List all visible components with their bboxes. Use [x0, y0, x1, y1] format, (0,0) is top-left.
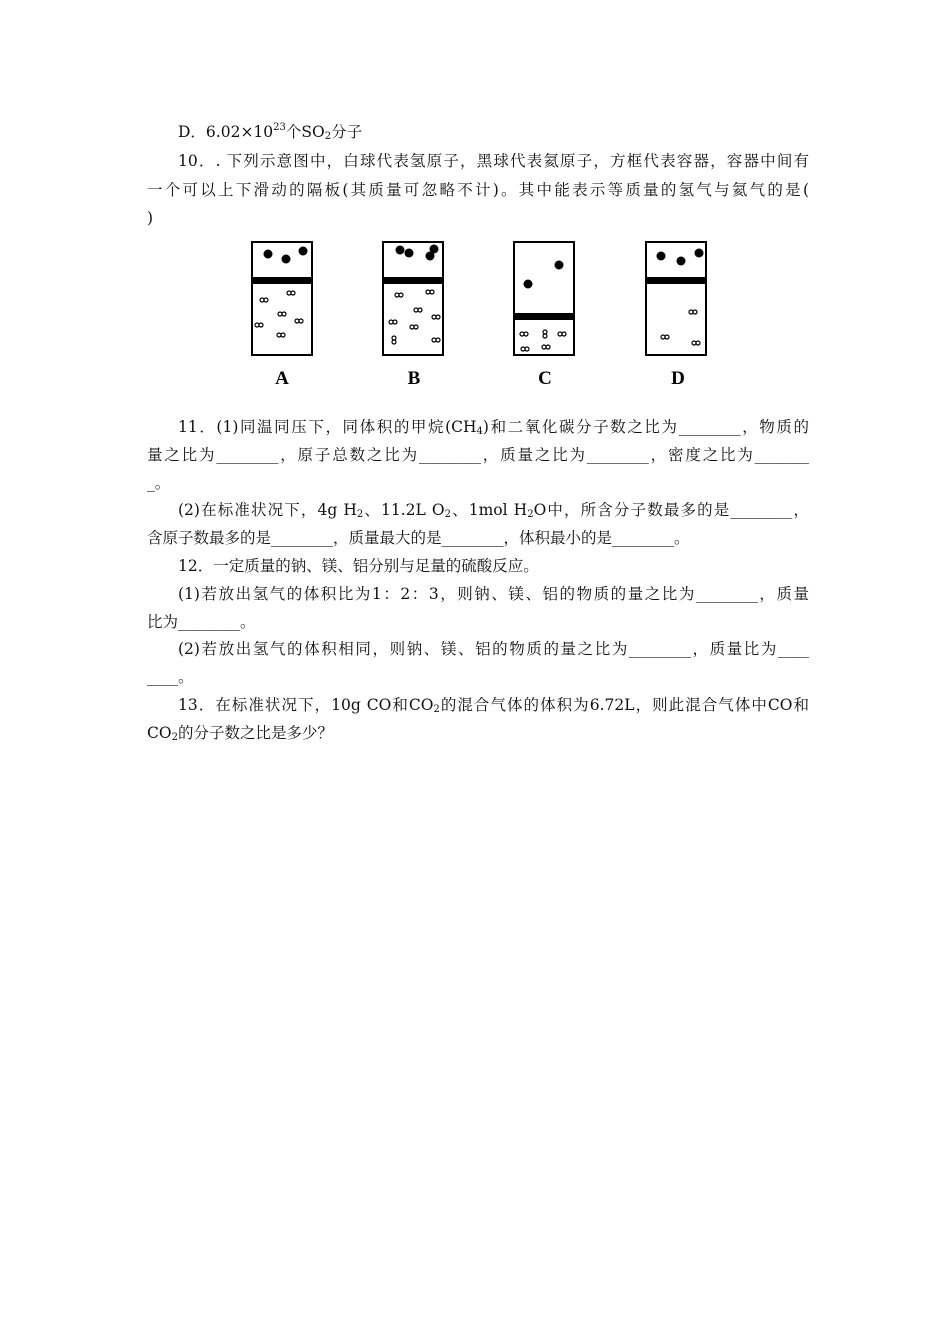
- container-diagram: [240, 236, 720, 391]
- hydrogen-molecule: [395, 293, 403, 297]
- label-d: D: [671, 368, 685, 389]
- helium-atom: [430, 245, 439, 254]
- hydrogen-molecule: [520, 332, 528, 336]
- helium-atom: [396, 246, 405, 255]
- q9-option-d: D．$6.02\times 10^{23}$个$SO_2$分子: [178, 122, 363, 142]
- helium-atom: [657, 252, 666, 261]
- hydrogen-molecule: [558, 332, 566, 336]
- container-c-partition: [514, 313, 574, 320]
- q11-part1-line-3: _。: [147, 474, 171, 492]
- q12-part1-line-2: 比为________。: [147, 613, 256, 631]
- container-c: [514, 242, 574, 355]
- hydrogen-molecule: [689, 310, 697, 314]
- hydrogen-molecule: [692, 341, 700, 345]
- q10-line-3: ): [147, 209, 154, 227]
- q12-part1-line-1: (1)若放出氢气的体积比为1：2：3，则钠、镁、铝的物质的量之比为________，质量: [178, 585, 809, 603]
- q10-line-2: 一个可以上下滑动的隔板(其质量可忽略不计)。其中能表示等质量的氢气与氦气的是(: [147, 181, 809, 199]
- hydrogen-molecule: [277, 333, 285, 337]
- q12-part2-line-1: (2)若放出氢气的体积相同，则钠、镁、铝的物质的量之比为________，质量比为____: [178, 640, 809, 658]
- q11-part1-line-1: 11．(1)同温同压下，同体积的甲烷$(CH_4)$和二氧化碳分子数之比为________，物质的: [178, 418, 809, 437]
- q12-stem: 12．一定质量的钠、镁、铝分别与足量的硫酸反应。: [178, 557, 539, 575]
- container-d-partition: [646, 277, 706, 284]
- q11-part2-line-2: 含原子数最多的是________，质量最大的是________，体积最小的是________。: [147, 529, 690, 547]
- q11-part2-line-1: (2)在标准状况下，4g $H_2$、11.2L $O_2$、1mol $H_2O$中，所含分子数最多的是________，: [178, 501, 809, 520]
- container-b-partition: [383, 277, 443, 284]
- hydrogen-molecule: [392, 336, 396, 344]
- helium-atom: [405, 249, 414, 258]
- q13-line-2: $CO_2$的分子数之比是多少？: [147, 724, 333, 743]
- hydrogen-molecule: [432, 338, 440, 342]
- hydrogen-molecule: [414, 308, 422, 312]
- hydrogen-molecule: [426, 290, 434, 294]
- label-c: C: [538, 368, 552, 389]
- helium-atom: [299, 247, 308, 256]
- label-a: A: [275, 368, 289, 389]
- container-d: [646, 242, 706, 355]
- hydrogen-molecule: [278, 312, 286, 316]
- helium-atom: [282, 255, 291, 264]
- hydrogen-molecule: [389, 320, 397, 324]
- helium-atom: [524, 280, 533, 289]
- hydrogen-molecule: [661, 335, 669, 339]
- hydrogen-molecule: [287, 291, 295, 295]
- q13-line-1: 13．在标准状况下，10g CO和$CO_2$的混合气体的体积为6.72L，则此混合气体中CO和: [178, 696, 810, 715]
- container-a: [252, 242, 312, 355]
- q11-part1-line-2: 量之比为________，原子总数之比为________，质量之比为________，密度之比为_______: [147, 446, 809, 464]
- q10-line-1: 10．. 下列示意图中，白球代表氢原子，黑球代表氦原子，方框代表容器，容器中间有: [178, 152, 809, 170]
- helium-atom: [555, 261, 564, 270]
- helium-atom: [264, 250, 273, 259]
- hydrogen-molecule: [542, 345, 550, 349]
- container-b: [383, 242, 443, 355]
- label-b: B: [407, 368, 421, 389]
- hydrogen-molecule: [432, 315, 440, 319]
- hydrogen-molecule: [260, 298, 268, 302]
- container-d-box: [646, 242, 706, 355]
- container-a-partition: [252, 277, 312, 284]
- hydrogen-molecule: [410, 325, 418, 329]
- hydrogen-molecule: [521, 347, 529, 351]
- q12-part2-line-2: ____。: [147, 668, 194, 686]
- helium-atom: [677, 257, 686, 266]
- hydrogen-molecule: [295, 319, 303, 323]
- hydrogen-molecule: [543, 330, 547, 338]
- hydrogen-molecule: [255, 323, 263, 327]
- helium-atom: [695, 249, 704, 258]
